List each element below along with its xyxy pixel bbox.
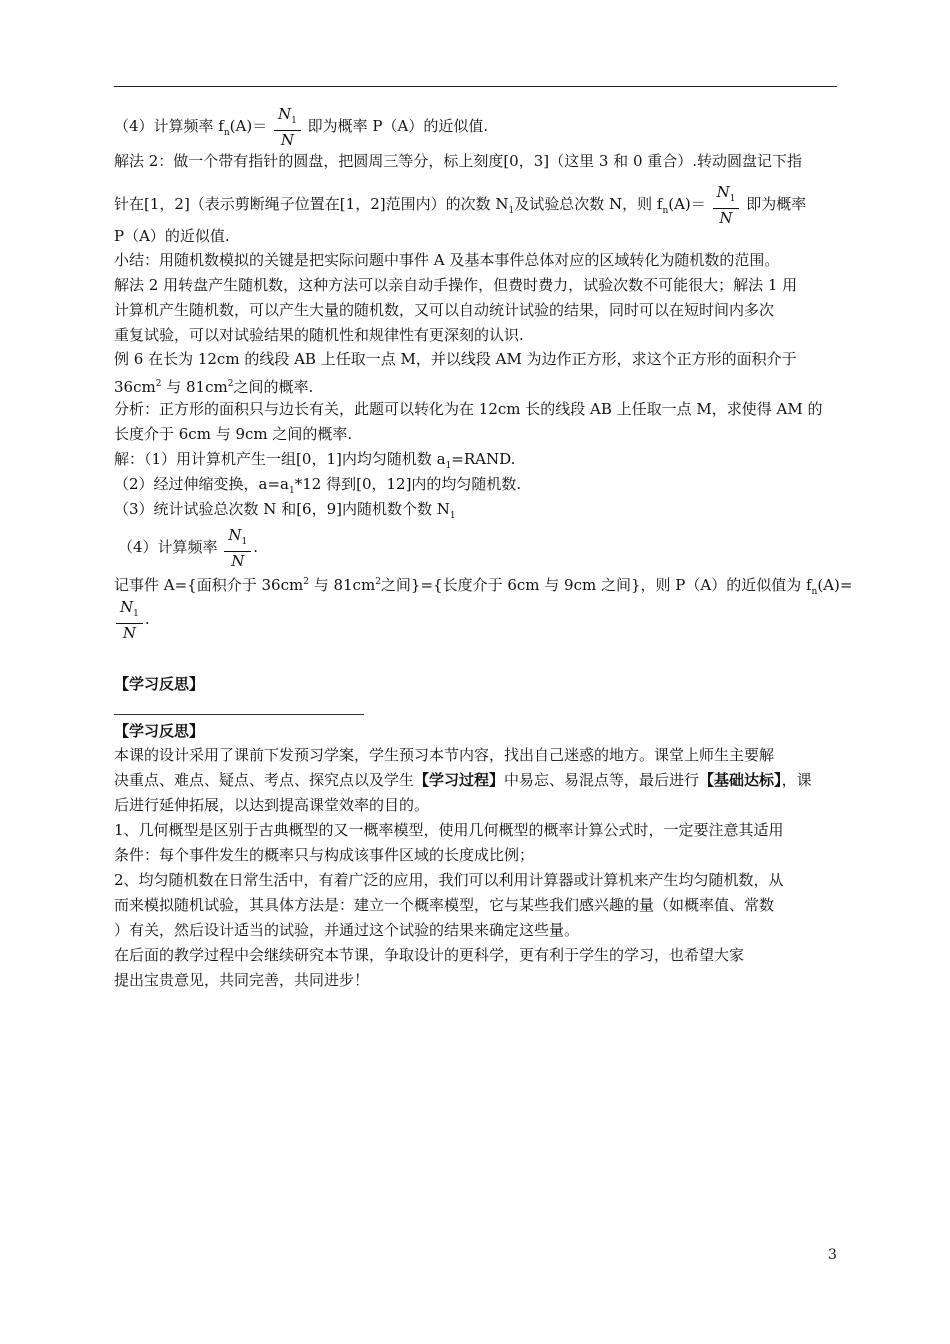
- summary-line1: 小结：用随机数模拟的关键是把实际问题中事件 A 及基本事件总体对应的区域转化为随机数的范围。: [114, 251, 780, 269]
- reflection-line1: 本课的设计采用了课前下发预习学案，学生预习本节内容，找出自己迷惑的地方。课堂上师生主要解: [114, 746, 775, 764]
- heading-reflection-2: 【学习反思】: [114, 722, 205, 740]
- analysis-line1: 分析：正方形的面积只与边长有关，此题可以转化为在 12cm 长的线段 AB 上任取一点 M，求使得 AM 的: [114, 400, 823, 418]
- event-line: 记事件 A={面积介于 $36cm^2$ 与 $81cm^2$之间}={长度介于 6cm 与 9cm 之间}，则 P（A）的近似值为 $f_n(A)=$: [114, 576, 853, 597]
- reflection-line8: ）有关，然后设计适当的试验，并通过这个试验的结果来确定这些量。: [114, 921, 580, 939]
- solution-step1: 解：（1）用计算机产生一组[0，1]内均匀随机数 $a_1=RAND$.: [114, 450, 516, 471]
- summary-line2: 解法 2 用转盘产生随机数，这种方法可以亲自动手操作，但费时费力，试验次数不可能很大；解法 1 用: [114, 276, 798, 294]
- reflection-line6: 2、均匀随机数在日常生活中，有着广泛的应用，我们可以利用计算器或计算机来产生均匀随机数，从: [114, 871, 784, 889]
- summary-line3: 计算机产生随机数，可以产生大量的随机数，又可以自动统计试验的结果，同时可以在短时间内多次: [114, 301, 775, 319]
- method2-line1: 解法 2：做一个带有指针的圆盘，把圆周三等分，标上刻度[0，3]（这里 3 和 0 重合）.转动圆盘记下指: [114, 152, 803, 170]
- header-rule: [114, 86, 837, 87]
- section-rule: [114, 714, 364, 715]
- solution-step3: （3）统计试验总次数 N 和[6，9]内随机数个数 $N_1$: [114, 500, 456, 521]
- reflection-line10: 提出宝贵意见，共同完善，共同进步！: [114, 971, 370, 989]
- step4-line: （4）计算频率 $f_n(A)=$ $\frac{N_1}{N}$ 即为概率 P（A）的近似值.: [114, 105, 489, 149]
- fraction: $\frac{N_1}{N}$: [713, 183, 740, 227]
- summary-line4: 重复试验，可以对试验结果的随机性和规律性有更深刻的认识.: [114, 326, 524, 344]
- method2-line3: P（A）的近似值.: [114, 227, 230, 245]
- fraction: $\frac{N_1}{N}$: [274, 105, 301, 149]
- solution-step4: （4）计算频率 $\frac{N_1}{N}$ .: [118, 526, 258, 570]
- analysis-line2: 长度介于 6cm 与 9cm 之间的概率.: [114, 425, 353, 443]
- fraction: $\frac{N_1}{N}$: [224, 526, 251, 570]
- page-number: 3: [828, 1247, 837, 1263]
- reflection-line2: 决重点、难点、疑点、考点、探究点以及学生【学习过程】中易忘、易混点等，最后进行【基础达标】，课: [114, 771, 812, 789]
- example6-line1: 例 6 在长为 12cm 的线段 AB 上任取一点 M，并以线段 AM 为边作正方形，求这个正方形的面积介于: [114, 350, 797, 368]
- heading-reflection-1: 【学习反思】: [114, 675, 205, 693]
- solution-step2: （2）经过伸缩变换，$a=a_1*12$ 得到[0，12]内的均匀随机数.: [114, 475, 522, 496]
- method2-line2: 针在[1，2]（表示剪断绳子位置在[1，2]范围内）的次数 $N_1$及试验总次数 N，则 $f_n(A)=$ $\frac{N_1}{N}$ 即为概率: [114, 183, 807, 227]
- reflection-line9: 在后面的教学过程中会继续研究本节课，争取设计的更科学，更有利于学生的学习，也希望大家: [114, 946, 745, 964]
- reflection-line7: 而来模拟随机试验，其具体方法是：建立一个概率模型，它与某些我们感兴趣的量（如概率值、常数: [114, 896, 775, 914]
- event-fraction-line: $\frac{N_1}{N}$ .: [114, 598, 150, 642]
- reflection-line4: 1、几何概型是区别于古典概型的又一概率模型，使用几何概型的概率计算公式时，一定要注意其适用: [114, 821, 784, 839]
- reflection-line5: 条件：每个事件发生的概率只与构成该事件区域的长度成比例；: [114, 846, 535, 864]
- fraction: $\frac{N_1}{N}$: [116, 598, 143, 642]
- example6-line2: $36cm^2$ 与 $81cm^2$之间的概率.: [114, 378, 314, 396]
- reflection-line3: 后进行延伸拓展，以达到提高课堂效率的目的。: [114, 796, 430, 814]
